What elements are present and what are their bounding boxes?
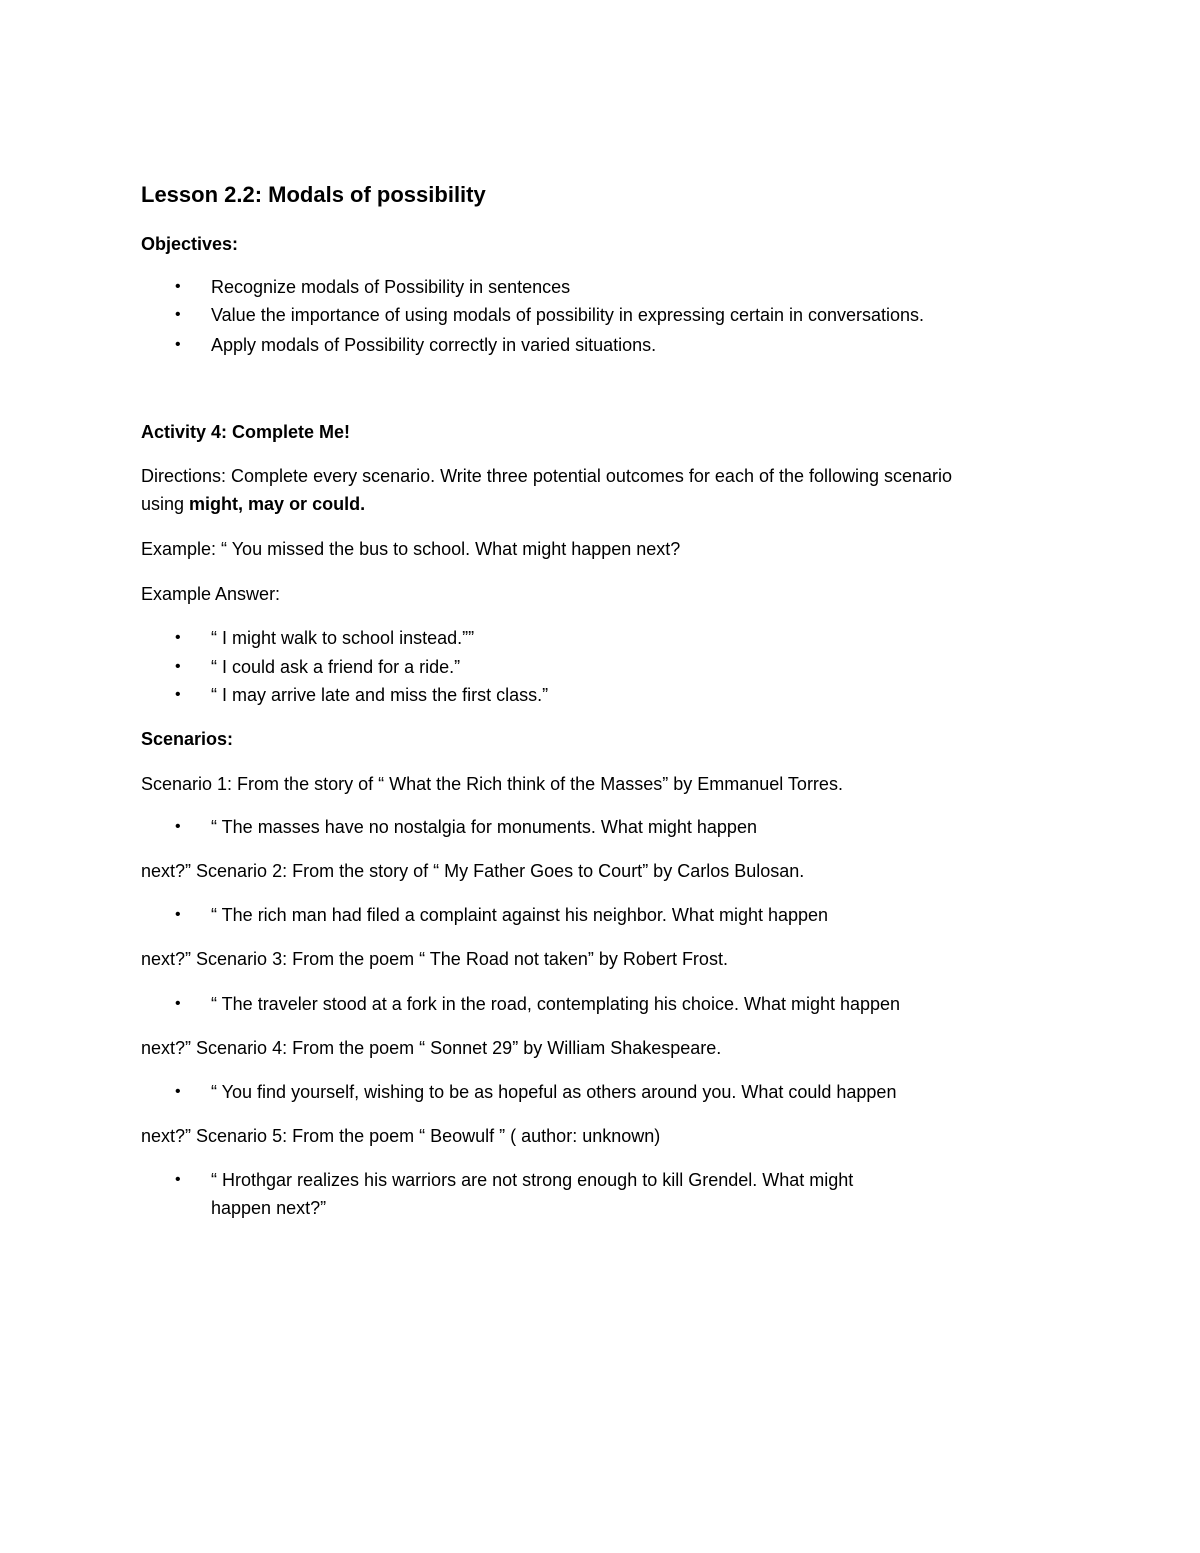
bullet-icon: • (175, 906, 181, 923)
example-prompt: Example: “ You missed the bus to school. What might happen next? (141, 539, 681, 559)
bullet-icon: • (175, 686, 181, 703)
objective-text: Recognize modals of Possibility in sentences (211, 277, 571, 297)
bullet-icon: • (175, 629, 181, 646)
example-answer-text: “ I could ask a friend for a ride.” (211, 657, 461, 677)
directions-line-2 (141, 490, 1101, 518)
bullet-icon: • (175, 306, 181, 323)
scenario-prompt-text: “ The traveler stood at a fork in the road, contemplating his choice. What might happen (211, 994, 901, 1014)
scenario-prompt-text: “ Hrothgar realizes his warriors are not strong enough to kill Grendel. What might (211, 1170, 854, 1190)
scenarios-heading: Scenarios: (141, 729, 234, 749)
directions-prefix: using (141, 494, 190, 514)
page-title: Lesson 2.2: Modals of possibility (141, 182, 486, 207)
example-answer-text: “ I may arrive late and miss the first class.” (211, 685, 549, 705)
bullet-icon: • (175, 995, 181, 1012)
objectives-heading: Objectives: (141, 234, 239, 254)
bullet-icon: • (175, 1171, 181, 1188)
bullet-icon: • (175, 278, 181, 295)
directions-line-1: Directions: Complete every scenario. Write three potential outcomes for each of the following scenario (141, 466, 953, 486)
scenario-prompt-text: “ The rich man had filed a complaint against his neighbor. What might happen (211, 905, 829, 925)
scenario-2-intro: next?” Scenario 2: From the story of “ My Father Goes to Court” by Carlos Bulosan. (141, 861, 805, 881)
example-answer-label: Example Answer: (141, 584, 281, 604)
activity-heading (141, 418, 1101, 446)
activity-heading-label: Activity 4: (141, 422, 233, 442)
bullet-icon: • (175, 1083, 181, 1100)
scenario-prompt-text: “ You find yourself, wishing to be as hopeful as others around you. What could happen (211, 1082, 897, 1102)
scenario-4-intro: next?” Scenario 4: From the poem “ Sonnet 29” by William Shakespeare. (141, 1038, 722, 1058)
example-answer-text: “ I might walk to school instead.”” (211, 628, 475, 648)
bullet-icon: • (175, 658, 181, 675)
scenario-prompt-text: happen next?” (211, 1198, 327, 1218)
directions-modals: might, may or could. (189, 494, 366, 514)
bullet-icon: • (175, 818, 181, 835)
objective-text: Value the importance of using modals of possibility in expressing certain in conversations. (211, 305, 925, 325)
scenario-3-intro: next?” Scenario 3: From the poem “ The Road not taken” by Robert Frost. (141, 949, 728, 969)
scenario-1-intro: Scenario 1: From the story of “ What the Rich think of the Masses” by Emmanuel Torres. (141, 774, 843, 794)
bullet-icon: • (175, 336, 181, 353)
activity-heading-title: Complete Me! (232, 422, 351, 442)
objective-text: Apply modals of Possibility correctly in varied situations. (211, 335, 657, 355)
scenario-prompt-text: “ The masses have no nostalgia for monuments. What might happen (211, 817, 757, 837)
scenario-5-intro: next?” Scenario 5: From the poem “ Beowulf ” ( author: unknown) (141, 1126, 661, 1146)
